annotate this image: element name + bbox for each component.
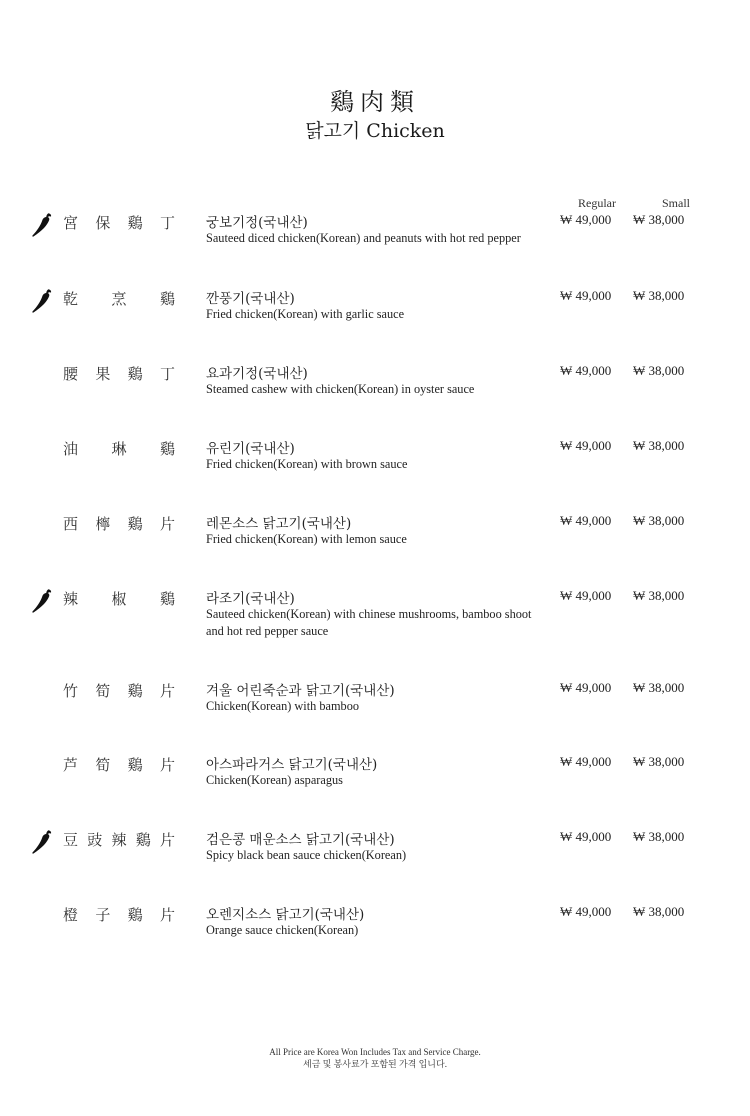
hanja-char: 檸 [95, 515, 111, 533]
item-name-korean: 겨울 어린죽순과 닭고기(국내산) [206, 683, 395, 699]
price-small: ₩ 38,000 [633, 513, 685, 528]
hanja-char: 辣 [63, 590, 79, 608]
item-description-english: Fried chicken(Korean) with garlic sauce [206, 307, 405, 321]
hanja-char: 鷄 [159, 290, 175, 308]
hanja-char: 鷄 [127, 756, 143, 774]
price-regular: ₩ 49,000 [560, 438, 612, 453]
hanja-char: 片 [159, 756, 175, 774]
page-title-korean: 닭고기 Chicken [305, 120, 445, 142]
column-header-regular: Regular [578, 196, 616, 210]
item-name-korean: 레몬소스 닭고기(국내산) [206, 516, 352, 532]
hanja-char: 豉 [87, 831, 103, 849]
hanja-char: 琳 [111, 440, 127, 458]
price-regular: ₩ 49,000 [560, 212, 612, 227]
price-small: ₩ 38,000 [633, 212, 685, 227]
hanja-char: 鷄 [135, 831, 151, 849]
hanja-char: 鷄 [159, 590, 175, 608]
price-regular: ₩ 49,000 [560, 588, 612, 603]
item-name-hanja [63, 513, 175, 534]
item-name-korean: 요과기정(국내산) [206, 366, 308, 382]
item-description-english: Fried chicken(Korean) with lemon sauce [206, 532, 407, 546]
item-name-hanja [63, 212, 175, 233]
column-header-small: Small [662, 196, 691, 210]
hanja-char: 鷄 [127, 906, 143, 924]
item-name-korean: 아스파라거스 닭고기(국내산) [206, 757, 378, 773]
item-name-korean: 궁보기정(국내산) [206, 215, 308, 231]
hanja-char: 鷄 [127, 214, 143, 232]
hanja-char: 烹 [111, 290, 127, 308]
price-regular: ₩ 49,000 [560, 754, 612, 769]
hanja-char: 丁 [159, 214, 175, 232]
hanja-char: 豆 [63, 831, 79, 849]
hanja-char: 油 [63, 440, 79, 458]
red-pepper-icon [30, 212, 54, 238]
price-small: ₩ 38,000 [633, 829, 685, 844]
page-title-hanja: 鷄肉類 [330, 88, 420, 116]
item-name-korean: 오렌지소스 닭고기(국내산) [206, 907, 365, 923]
price-regular: ₩ 49,000 [560, 680, 612, 695]
hanja-char: 宮 [63, 214, 79, 232]
hanja-char: 鷄 [127, 682, 143, 700]
item-name-hanja [63, 588, 175, 609]
price-small: ₩ 38,000 [633, 288, 685, 303]
item-description-english: Sauteed chicken(Korean) with chinese mushrooms, bamboo shoot and hot red pepper sauce [206, 607, 532, 638]
item-name-korean: 검은콩 매운소스 닭고기(국내산) [206, 832, 395, 848]
price-note-korean: 세금 및 봉사료가 포함된 가격 입니다. [303, 1059, 447, 1069]
price-regular: ₩ 49,000 [560, 513, 612, 528]
price-note-english: All Price are Korea Won Includes Tax and Service Charge. [269, 1047, 481, 1057]
item-name-hanja [63, 680, 175, 701]
price-small: ₩ 38,000 [633, 438, 685, 453]
hanja-char: 片 [159, 831, 175, 849]
hanja-char: 竹 [63, 682, 79, 700]
item-name-hanja [63, 904, 175, 925]
hanja-char: 片 [159, 515, 175, 533]
price-small: ₩ 38,000 [633, 588, 685, 603]
item-name-korean: 유린기(국내산) [206, 441, 295, 457]
price-small: ₩ 38,000 [633, 680, 685, 695]
hanja-char: 子 [95, 906, 111, 924]
item-description-english: Sauteed diced chicken(Korean) and peanuts with hot red pepper [206, 231, 521, 245]
item-description-english: Spicy black bean sauce chicken(Korean) [206, 848, 407, 862]
item-name-korean: 라조기(국내산) [206, 591, 295, 607]
item-name-hanja [63, 829, 175, 850]
hanja-char: 鷄 [127, 515, 143, 533]
hanja-char: 筍 [95, 682, 111, 700]
price-small: ₩ 38,000 [633, 754, 685, 769]
price-small: ₩ 38,000 [633, 904, 685, 919]
hanja-char: 鷄 [127, 365, 143, 383]
hanja-char: 片 [159, 682, 175, 700]
red-pepper-icon [30, 588, 54, 614]
price-regular: ₩ 49,000 [560, 904, 612, 919]
price-regular: ₩ 49,000 [560, 829, 612, 844]
item-name-hanja [63, 288, 175, 309]
item-name-korean: 깐풍기(국내산) [206, 291, 295, 307]
item-description-english: Orange sauce chicken(Korean) [206, 923, 359, 937]
hanja-char: 鷄 [159, 440, 175, 458]
hanja-char: 腰 [63, 365, 79, 383]
hanja-char: 椒 [111, 590, 127, 608]
hanja-char: 西 [63, 515, 79, 533]
item-description-english: Fried chicken(Korean) with brown sauce [206, 457, 408, 471]
price-regular: ₩ 49,000 [560, 288, 612, 303]
red-pepper-icon [30, 288, 54, 314]
hanja-char: 辣 [111, 831, 127, 849]
hanja-char: 片 [159, 906, 175, 924]
red-pepper-icon [30, 829, 54, 855]
price-small: ₩ 38,000 [633, 363, 685, 378]
hanja-char: 丁 [159, 365, 175, 383]
item-description-english: Chicken(Korean) asparagus [206, 773, 343, 787]
hanja-char: 橙 [63, 906, 79, 924]
hanja-char: 芦 [63, 756, 79, 774]
item-name-hanja [63, 754, 175, 775]
hanja-char: 筍 [95, 756, 111, 774]
item-name-hanja [63, 363, 175, 384]
hanja-char: 乾 [63, 290, 79, 308]
price-regular: ₩ 49,000 [560, 363, 612, 378]
hanja-char: 保 [95, 214, 111, 232]
item-description-english: Steamed cashew with chicken(Korean) in oyster sauce [206, 382, 475, 396]
hanja-char: 果 [95, 365, 111, 383]
item-description-english: Chicken(Korean) with bamboo [206, 699, 359, 713]
item-name-hanja [63, 438, 175, 459]
